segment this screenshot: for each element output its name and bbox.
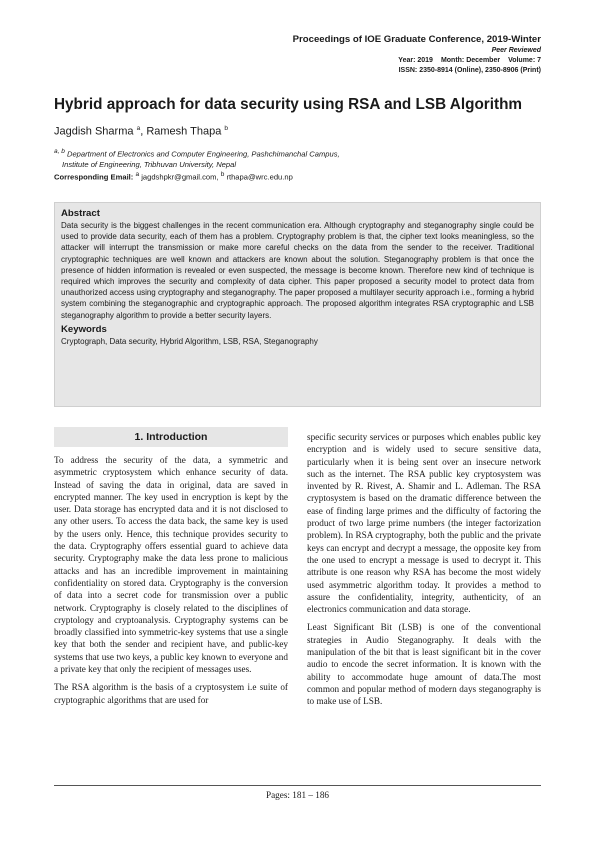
email-address[interactable]: jagdshpkr@gmail.com (141, 172, 217, 182)
keywords-heading: Keywords (61, 323, 107, 335)
conference-name: Proceedings of IOE Graduate Conference, 2019-Winter (292, 34, 541, 45)
year-label: Year: 2019 (398, 57, 433, 64)
body-paragraph: The RSA algorithm is the basis of a cryptosystem i.e suite of cryptographic algorithms that are used for (54, 682, 288, 705)
right-column (307, 431, 541, 714)
email-label: Corresponding Email (54, 172, 131, 182)
corresponding-email: Corresponding Email: $^a$ jagdshpkr@gmail.com, $^b$ rthapa@wrc.edu.np (54, 171, 293, 182)
affiliation-line: Department of Electronics and Computer Engineering, Pashchimanchal Campus, (66, 149, 340, 159)
abstract-heading: Abstract (61, 208, 100, 219)
section-heading: 1. Introduction (54, 427, 288, 447)
page-header (293, 34, 541, 76)
author-list: Jagdish Sharma $^a$, Ramesh Thapa $^b$ (54, 125, 229, 138)
email-marker: b (220, 171, 225, 178)
author-affiliation-marker: a (136, 125, 141, 132)
affiliation-marker: a, b (54, 148, 65, 155)
body-paragraph: specific security services or purposes which enables public key encryption and is widely used to secure sensitive data, particularly when it is being sent over an insecure network such as the internet. The RSA public key cryptosystem was invented by R. Rivest, A. Shamir and L. Adleman. The RSA cryptosystem is based on the dramatic difference between the ease of finding large primes and the difficulty of factoring the product of two large prime numbers (the integer factorization problem). In RSA cryptography, both the public and the private keys can encrypt and decrypt a message, the opposite key from the one used to encrypt a message is used to decrypt it. This attribute is one reason why RSA has become the most widely used asymmetric algorithm today. It provides a method to assure the confidentiality, integrity, authenticity, of an electronics communication and data storage. (307, 432, 541, 615)
body-paragraph: To address the security of the data, a symmetric and asymmetric cryptosystem which enhance security of data. Instead of saving the data in original, data are saved in encrypted manner. The key used in encryption is kept by the user. Data storage has encrypted data and it is not disclosed to any other users. To access the data back, the same key is used by the users only. Hence, this technique provides security to the data. Cryptography offers essential guard to achieve data security. Cryptography make the data less prone to malicious attacks and has an incredible improvement in maintaining confidentiality on stored data. Cryptography is the conversion of data into a secret code for transmission over a public network. Cryptography is closely related to the disciplines of cryptology and cryptoanalysis. Cryptography systems can be broadly classified into symmetric-key systems that use a single key that both the sender and recipient have, and public-key systems that use two keys, a public key known to everyone and a private key that only the recipient of messages uses. (54, 455, 288, 675)
page-range: Pages: 181 – 186 (265, 790, 330, 800)
issn-label: ISSN: 2350-8914 (Online), 2350-8906 (Print) (398, 67, 541, 74)
body-paragraph: Least Significant Bit (LSB) is one of the conventional strategies in Audio Steganography. It deals with the manipulation of the bit that is least significant bit in the cover audio to encode the secret information. It is known with the ability to accommodate huge amount of data.The most common and popular method of modern days steganography is to make use of LSB. (307, 622, 541, 707)
issue-info (293, 56, 541, 66)
footer-divider (54, 785, 541, 786)
month-label: Month: December (440, 57, 501, 64)
volume-label: Volume: 7 (508, 57, 541, 64)
peer-reviewed-label: Peer Reviewed (491, 47, 541, 54)
email-marker: a (135, 171, 140, 178)
keywords-text: Cryptograph, Data security, Hybrid Algorithm, LSB, RSA, Steganography (61, 336, 318, 346)
affiliation-line: Institute of Engineering, Tribhuvan University, Nepal (62, 159, 237, 169)
affiliation (54, 147, 340, 170)
abstract-box (54, 202, 541, 407)
author-affiliation-marker: b (224, 125, 229, 132)
author-name: Jagdish Sharma (54, 125, 134, 138)
author-name: Ramesh Thapa (146, 125, 222, 138)
left-column (54, 454, 288, 712)
email-address[interactable]: rthapa@wrc.edu.np (226, 172, 293, 182)
abstract-text: Data security is the biggest challenges in the recent communication era. Although cryptography and steganography single could be used to provide data security, each of them has a problem. Cryptography problem is that, the cipher text looks meaningless, so the attacker will interrupt the transmission or make more careful checks on the data from the sender to the receiver. Traditional cryptographic techniques are well known and attackers are known about the solution. Steganography problem is that once the presence of hidden information is revealed or even suspected, the message is become known. Therefore new kind of technique is required which improves the security and complexity of data cipher. This paper proposed a security model to protect data from unauthorized access using cryptography and steganography. The paper proposed a multilayer security approach i.e., forming a hybrid system combining the steganographic and cryptographic approach. The proposed algorithm integrates RSA cryptographic and LSB steganography algorithm to provide a better security layers. (61, 221, 534, 320)
paper-title: Hybrid approach for data security using RSA and LSB Algorithm (54, 96, 523, 113)
